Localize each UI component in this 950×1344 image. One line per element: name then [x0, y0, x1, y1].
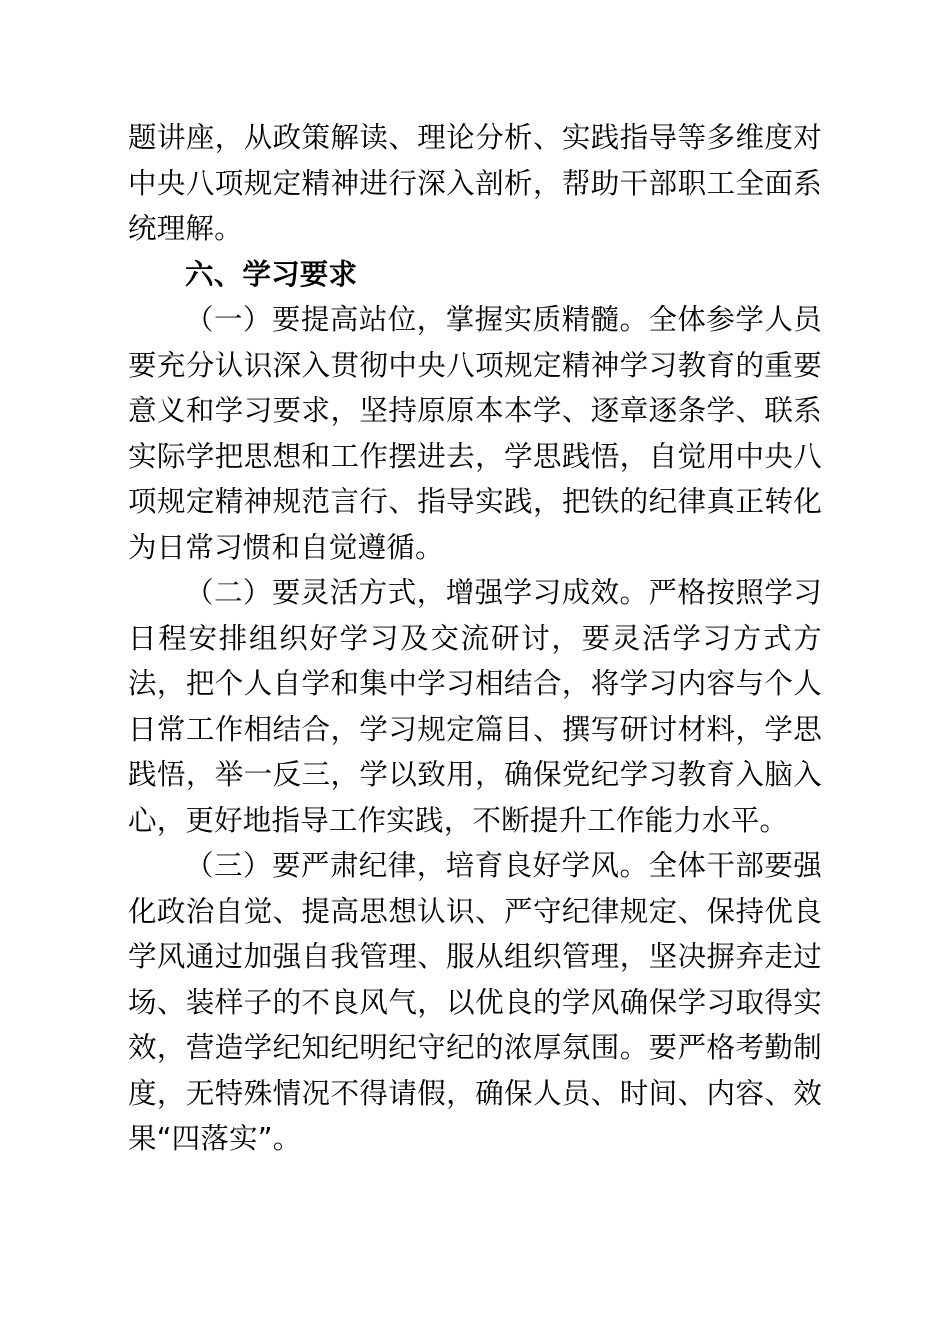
- paragraph-item-three: （三）要严肃纪律，培育良好学风。全体干部要强化政治自觉、提高思想认识、严守纪律规定、保持优良学风通过加强自我管理、服从组织管理，坚决摒弃走过场、装样子的不良风气，以优良的学风确保学习取得实效，营造学纪知纪明纪守纪的浓厚氛围。要严格考勤制度，无特殊情况不得请假，确保人员、时间、内容、效果“四落实”。: [128, 849, 822, 1155]
- paragraph-continued: 题讲座，从政策解读、理论分析、实践指导等多维度对中央八项规定精神进行深入剖析，帮助干部职工全面系统理解。: [128, 121, 822, 245]
- document-body: [128, 115, 822, 1162]
- paragraph-item-two: （二）要灵活方式，增强学习成效。严格按照学习日程安排组织好学习及交流研讨，要灵活学习方式方法，把个人自学和集中学习相结合，将学习内容与个人日常工作相结合，学习规定篇目、撰写研讨材料，学思践悟，举一反三，学以致用，确保党纪学习教育入脑入心，更好地指导工作实践，不断提升工作能力水平。: [128, 576, 822, 837]
- paragraph-item-one: （一）要提高站位，掌握实质精髓。全体参学人员要充分认识深入贯彻中央八项规定精神学习教育的重要意义和学习要求，坚持原原本本学、逐章逐条学、联系实际学把思想和工作摆进去，学思践悟，自觉用中央八项规定精神规范言行、指导实践，把铁的纪律真正转化为日常习惯和自觉遵循。: [128, 303, 822, 564]
- section-heading-six: 六、学习要求: [185, 257, 358, 291]
